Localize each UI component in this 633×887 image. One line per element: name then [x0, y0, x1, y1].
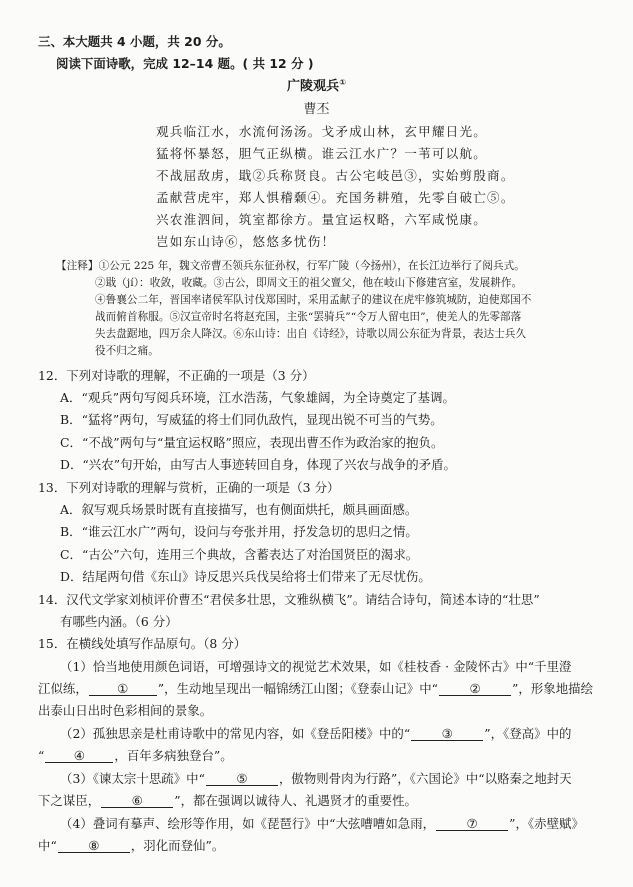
question-12-stem: 12．下列对诗歌的理解，不正确的一项是（3 分）	[38, 368, 315, 383]
q15-part2-line1: （2）孤独思亲是杜甫诗歌中的常见内容，如《登岳阳楼》中的“ ③ ”，《登高》中的	[60, 726, 572, 741]
answer-blank-3[interactable]: ③	[411, 727, 483, 741]
q15-part1-text: （1）恰当地使用颜色词语，可增强诗文的视觉艺术效果，如《桂枝香 · 金陵怀古》中“千里澄	[60, 659, 572, 674]
question-14-stem-cont: 有哪些内涵。（6 分）	[60, 614, 178, 629]
reading-instruction: 阅读下面诗歌，完成 12–14 题。( 共 12 分 )	[56, 56, 314, 71]
question-13-option-a[interactable]: A．叙写观兵场景时既有直接描写，也有侧面烘托，颇具画面感。	[60, 502, 418, 517]
answer-blank-8[interactable]: ⑧	[58, 839, 130, 853]
annotation-line: 失去盘踞地，四万余人降汉。⑥东山诗：出自《诗经》，诗歌以周公东征为背景，表达士兵久	[95, 328, 527, 340]
section-heading: 三、本大题共 4 小题，共 20 分。	[38, 34, 231, 49]
poem-line: 孟献营虎牢，郑人惧稽颡④。充国务耕殖，先零自破亡⑤。	[156, 190, 515, 205]
q15-part1-line3: 出泰山日出时色彩相间的景象。	[38, 703, 213, 718]
q15-part3-line1: （3）《谏太宗十思疏》中“ ⑤ ，傲物则骨肉为行路”，《六国论》中“以赂秦之地封天	[60, 771, 572, 786]
question-12-option-a[interactable]: A．“观兵”两句写阅兵环境，江水浩荡，气象雄阔，为全诗奠定了基调。	[60, 390, 455, 405]
answer-blank-6[interactable]: ⑥	[101, 794, 173, 808]
answer-blank-7[interactable]: ⑦	[436, 817, 508, 831]
question-13-stem: 13．下列对诗歌的理解与赏析，正确的一项是（3 分）	[38, 480, 340, 495]
poem-title-note-mark: ①	[339, 78, 347, 87]
annotation-line: 役不归之痛。	[95, 345, 159, 357]
question-13-option-c[interactable]: C．“古公”六句，连用三个典故，含蓄表达了对治国贤臣的渴求。	[60, 547, 419, 562]
poem-line: 观兵临江水，水流何汤汤。戈矛成山林，玄甲耀日光。	[156, 124, 488, 139]
poem-line: 不战屈敌虏，戢②兵称贤良。古公宅岐邑③，实始剪殷商。	[156, 168, 515, 183]
q15-part2-line2: “ ④ ，百年多病独登台”。	[38, 748, 233, 763]
answer-blank-1[interactable]: ①	[89, 682, 157, 696]
poem-author: 曹丕	[303, 102, 330, 117]
q15-part3-line2: 下之谋臣， ⑥ ”，都在强调以诚待人、礼遇贤才的重要性。	[38, 793, 417, 808]
annotation-line: 【注释】①公元 225 年，魏文帝曹丕领兵东征孙权，行军广陵（今扬州），在长江边举行了阅兵式。	[56, 260, 525, 272]
q15-part4-line1: （4）叠词有摹声、绘形等作用，如《琵琶行》中“大弦嘈嘈如急雨， ⑦ ”，《赤壁赋》	[60, 816, 584, 831]
question-12-option-d[interactable]: D．“兴农”句开始，由写古人事迹转回自身，体现了兴农与战争的矛盾。	[60, 457, 456, 472]
answer-blank-4[interactable]: ④	[45, 749, 113, 763]
question-13-option-d[interactable]: D．结尾两句借《东山》诗反思兴兵伐吴给将士们带来了无尽忧伤。	[60, 569, 431, 584]
answer-blank-2[interactable]: ②	[439, 682, 511, 696]
annotation-line: ④鲁襄公二年，晋国率诸侯军队讨伐郑国时，采用孟献子的建议在虎牢修筑城防，迫使郑国不	[95, 294, 532, 306]
answer-blank-5[interactable]: ⑤	[206, 772, 278, 786]
question-12-option-b[interactable]: B．“猛将”两句，写威猛的将士们同仇敌忾，显现出锐不可当的气势。	[60, 412, 443, 427]
annotation-line: ②戢（jí）：收敛，收藏。③古公，即周文王的祖父亶父，他在岐山下修建宫室，发展耕作。	[95, 277, 523, 289]
q15-part4-line2: 中“ ⑧ ，羽化而登仙”。	[38, 838, 225, 853]
q15-part1-line2: 江似练， ① ”，生动地呈现出一幅锦绣江山图；《登泰山记》中“ ② ”，形象地描绘	[38, 681, 594, 696]
poem-title-text: 广陵观兵	[286, 79, 340, 94]
annotation-line: 战而俯首称服。⑤汉宣帝时名将赵充国，主张“罢骑兵”“令万人留屯田”，使羌人的先零部落	[95, 311, 522, 323]
question-12-option-c[interactable]: C．“不战”两句与“量宜运权略”照应，表现出曹丕作为政治家的抱负。	[60, 435, 444, 450]
poem-line: 猛将怀暴怒，胆气正纵横。谁云江水广？一苇可以航。	[156, 146, 488, 161]
question-14-stem: 14．汉代文学家刘桢评价曹丕“君侯多壮思，文雅纵横飞”。请结合诗句，简述本诗的“壮思”	[38, 592, 540, 607]
poem-title	[0, 79, 633, 95]
poem-line: 岂如东山诗⑥，悠悠多忧伤！	[156, 234, 336, 249]
question-15-stem: 15．在横线处填写作品原句。（8 分）	[38, 636, 247, 651]
poem-line: 兴农淮泗间，筑室都徐方。量宜运权略，六军咸悦康。	[156, 212, 488, 227]
question-13-option-b[interactable]: B．“谁云江水广”两句，设问与夸张并用，抒发急切的思归之情。	[60, 524, 418, 539]
